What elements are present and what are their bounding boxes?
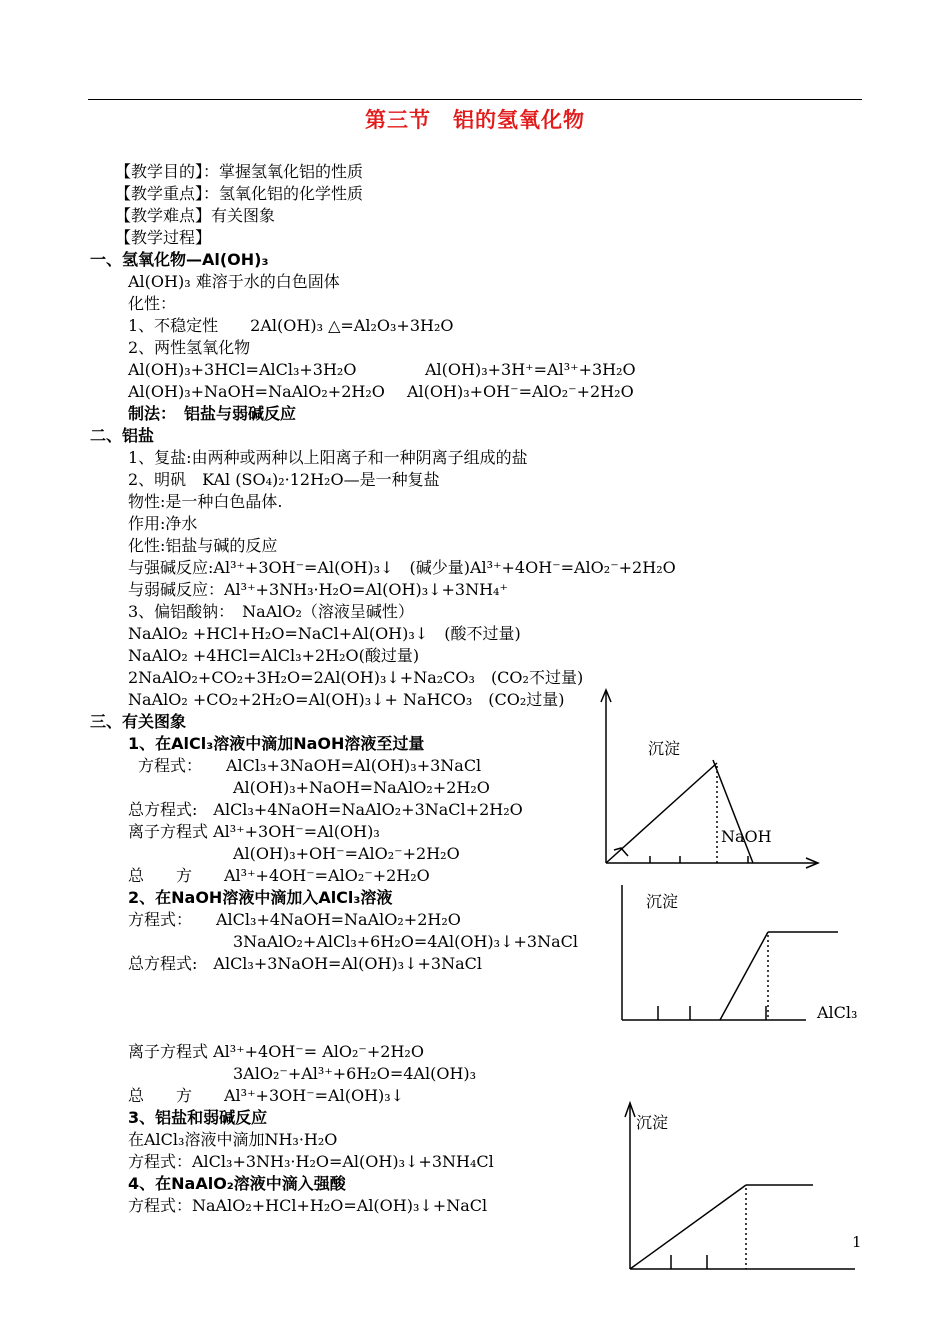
text-line: 1、在AlCl₃溶液中滴加NaOH溶液至过量 [128, 734, 425, 753]
text-line: 【教学重点】：氢氧化铝的化学性质 [115, 184, 364, 203]
text-line: Al(OH)₃+OH⁻=AlO₂⁻+2H₂O [407, 382, 634, 401]
graph2-ylabel: 沉淀 [646, 892, 679, 911]
text-line: Al(OH)₃+NaOH=NaAlO₂+2H₂O [233, 778, 490, 797]
text-line: 1、复盐:由两种或两种以上阳离子和一种阴离子组成的盐 [128, 448, 528, 467]
text-line: NaAlO₂ +HCl+H₂O=NaCl+Al(OH)₃↓ (酸不过量) [128, 624, 521, 643]
page-title: 第三节 铝的氢氧化物 [365, 108, 585, 132]
text-line: 化性:铝盐与碱的反应 [128, 536, 278, 555]
text-line: 方程式：NaAlO₂+HCl+H₂O=Al(OH)₃↓+NaCl [128, 1196, 488, 1215]
text-line: 三、有关图象 [90, 712, 187, 731]
text-line: 化性： [128, 294, 177, 313]
text-line: 3AlO₂⁻+Al³⁺+6H₂O=4Al(OH)₃ [233, 1064, 477, 1083]
rise-line [720, 932, 768, 1020]
text-line: Al(OH)₃+3H⁺=Al³⁺+3H₂O [425, 360, 636, 379]
text-line: 总 方 Al³⁺+3OH⁻=Al(OH)₃↓ [128, 1086, 405, 1105]
graph1-ylabel: 沉淀 [648, 739, 681, 758]
text-line: Al(OH)₃ 难溶于水的白色固体 [128, 272, 340, 291]
header-rule [88, 99, 862, 100]
graph-alcl3-nh3 [615, 1095, 860, 1275]
text-line: 在AlCl₃溶液中滴加NH₃·H₂O [128, 1130, 338, 1149]
text-line: NaAlO₂ +CO₂+2H₂O=Al(OH)₃↓+ NaHCO₃ (CO₂过量) [128, 690, 565, 709]
graph2-xlabel: AlCl₃ [817, 1003, 858, 1022]
text-line: 二、铝盐 [90, 426, 155, 445]
text-line: 离子方程式 Al³⁺+3OH⁻=Al(OH)₃ [128, 822, 380, 841]
text-line: 总 方 Al³⁺+4OH⁻=AlO₂⁻+2H₂O [128, 866, 430, 885]
text-line: 方程式： AlCl₃+4NaOH=NaAlO₂+2H₂O [128, 910, 461, 929]
text-line: 2、明矾 KAl (SO₄)₂·12H₂O—是一种复盐 [128, 470, 440, 489]
rise-line [606, 763, 717, 863]
text-line: 总方程式: AlCl₃+4NaOH=NaAlO₂+3NaCl+2H₂O [128, 800, 523, 819]
graph3-ylabel: 沉淀 [636, 1113, 669, 1132]
text-line: 4、在NaAlO₂溶液中滴入强酸 [128, 1174, 346, 1193]
text-line: 1、不稳定性 2Al(OH)₃ △=Al₂O₃+3H₂O [128, 316, 454, 335]
text-line: 【教学难点】有关图象 [115, 206, 276, 225]
text-line: 2、在NaOH溶液中滴加入AlCl₃溶液 [128, 888, 393, 907]
text-line: Al(OH)₃+OH⁻=AlO₂⁻+2H₂O [233, 844, 460, 863]
text-line: 制法： 铝盐与弱碱反应 [128, 404, 297, 423]
text-line: 物性:是一种白色晶体. [128, 492, 283, 511]
text-line: 2NaAlO₂+CO₂+3H₂O=2Al(OH)₃↓+Na₂CO₃ (CO₂不过量) [128, 668, 584, 687]
graph-alcl3-naoh [590, 680, 830, 880]
text-line: 【教学过程】 [115, 228, 212, 247]
text-line: Al(OH)₃+NaOH=NaAlO₂+2H₂O [128, 382, 385, 401]
text-line: 3、铝盐和弱碱反应 [128, 1108, 268, 1127]
text-line: 3NaAlO₂+AlCl₃+6H₂O=4Al(OH)₃↓+3NaCl [233, 932, 578, 951]
text-line: 方程式：AlCl₃+3NH₃·H₂O=Al(OH)₃↓+3NH₄Cl [128, 1152, 494, 1171]
text-line: 一、氢氧化物—Al(OH)₃ [90, 250, 269, 269]
text-line: 3、偏铝酸钠： NaAlO₂（溶液呈碱性） [128, 602, 414, 621]
text-line: 【教学目的】：掌握氢氧化铝的性质 [115, 162, 364, 181]
rise-line [630, 1185, 746, 1269]
graph1-xlabel: NaOH [721, 827, 772, 846]
page-number: 1 [852, 1233, 862, 1251]
text-line: 离子方程式 Al³⁺+4OH⁻= AlO₂⁻+2H₂O [128, 1042, 424, 1061]
fall-line [713, 760, 753, 863]
text-line: 方程式： AlCl₃+3NaOH=Al(OH)₃+3NaCl [138, 756, 482, 775]
graph-naoh-alcl3 [610, 885, 865, 1030]
text-line: 作用:净水 [128, 514, 198, 533]
text-line: Al(OH)₃+3HCl=AlCl₃+3H₂O [128, 360, 357, 379]
text-line: 与弱碱反应：Al³⁺+3NH₃·H₂O=Al(OH)₃↓+3NH₄⁺ [128, 580, 508, 599]
text-line: 2、两性氢氧化物 [128, 338, 251, 357]
text-line: 总方程式: AlCl₃+3NaOH=Al(OH)₃↓+3NaCl [128, 954, 482, 973]
text-line: NaAlO₂ +4HCl=AlCl₃+2H₂O(酸过量) [128, 646, 420, 665]
text-line: 与强碱反应:Al³⁺+3OH⁻=Al(OH)₃↓ (碱少量)Al³⁺+4OH⁻=AlO₂⁻+2H₂O [128, 558, 676, 577]
